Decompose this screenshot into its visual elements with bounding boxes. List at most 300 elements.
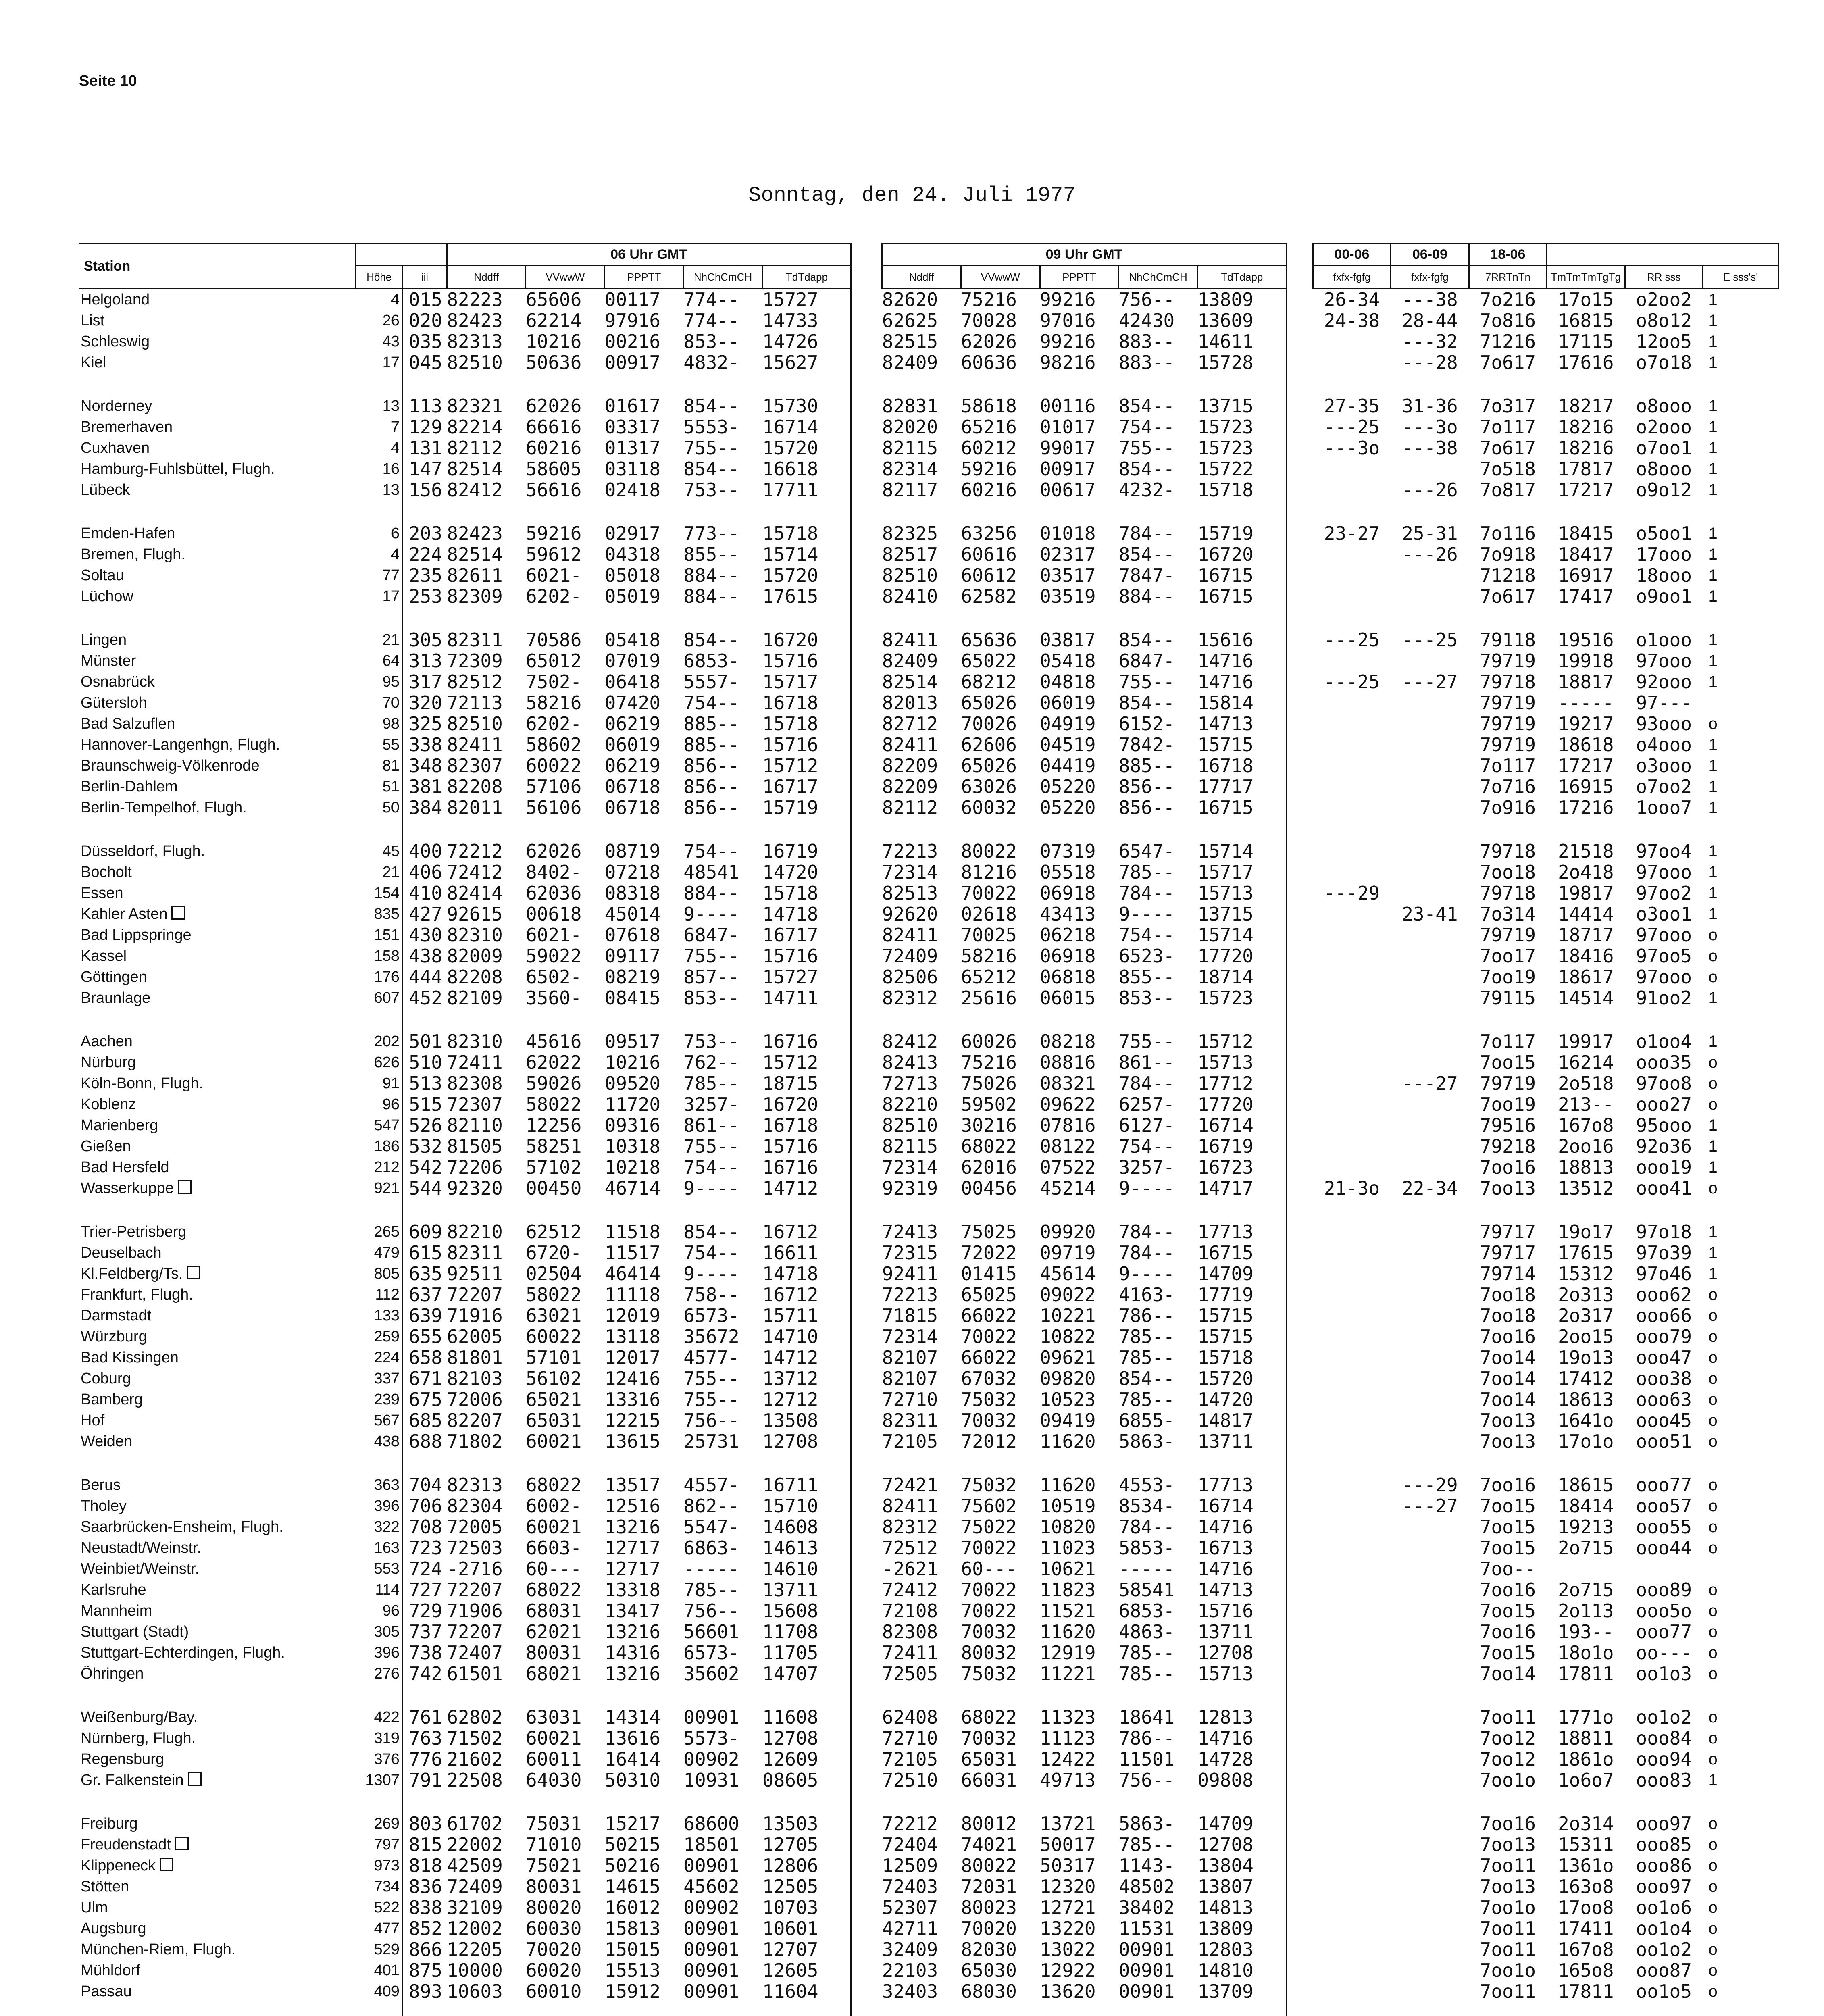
cell-h: 43413: [1040, 904, 1096, 925]
cell-hoehe: 163: [356, 1537, 403, 1558]
cell-d: 856--: [683, 776, 739, 797]
station-name: [79, 1305, 356, 1326]
cell-f: 42711: [882, 1918, 938, 1939]
cell-g: 70022: [961, 1326, 1017, 1347]
cell-b: 6603-: [525, 1537, 582, 1558]
cell-e: 15718: [762, 713, 851, 734]
cell-n: 2o715: [1558, 1579, 1614, 1600]
cell-p: 1: [1708, 1244, 1718, 1262]
cell-b: 62026: [525, 396, 582, 417]
cell-m: 7o117: [1480, 1031, 1536, 1052]
cell-h: 09419: [1040, 1410, 1096, 1431]
cell-e: 16716: [762, 1157, 851, 1178]
cell-b: 6002-: [525, 1495, 582, 1516]
cell-o: ooo41: [1636, 1178, 1692, 1199]
cell-p: 1: [1708, 312, 1718, 329]
cell-a: 71906: [447, 1600, 503, 1621]
cell-j: 15718: [1197, 1347, 1286, 1368]
cell-hoehe: 477: [356, 1918, 403, 1939]
cell-hoehe: 17: [356, 352, 403, 373]
cell-h: 10519: [1040, 1495, 1096, 1516]
cell-i: 754--: [1118, 1136, 1175, 1157]
cell-c: 06718: [604, 776, 661, 797]
cell-d: 00901: [683, 1918, 739, 1939]
cell-a: 82414: [447, 883, 503, 904]
cell-o: 97---: [1636, 692, 1692, 713]
cell-h: 09719: [1040, 1242, 1096, 1263]
cell-a: 22508: [447, 1770, 503, 1791]
cell-g: 65212: [961, 966, 1017, 987]
cell-n: 18613: [1558, 1389, 1614, 1410]
cell-l: [1391, 650, 1469, 671]
cell-l: ---27: [1402, 1073, 1458, 1094]
cell-hoehe: 64: [356, 650, 403, 671]
cell-a: 61501: [447, 1663, 503, 1684]
cell-e: 15720: [762, 437, 851, 458]
cell-n: 1771o: [1558, 1707, 1614, 1728]
cell-i: 856--: [1118, 797, 1175, 818]
cell-d: 758--: [683, 1284, 739, 1305]
cell-k: [1313, 1136, 1391, 1157]
cell-p: o: [1708, 1750, 1718, 1768]
cell-g: 80012: [961, 1813, 1017, 1834]
cell-l: ---38: [1402, 289, 1458, 310]
station-name: [79, 1495, 356, 1516]
cell-hoehe: 276: [356, 1663, 403, 1684]
cell-m: 7oo11: [1480, 1918, 1536, 1939]
cell-c: 16414: [604, 1749, 661, 1770]
cell-h: 07319: [1040, 841, 1096, 862]
cell-h: 50317: [1040, 1855, 1096, 1876]
cell-n: 2oo16: [1558, 1136, 1614, 1157]
cell-f: 62408: [882, 1707, 938, 1728]
cell-iii: 427: [408, 904, 442, 925]
cell-c: 11118: [604, 1284, 661, 1305]
station-name: [79, 1621, 356, 1642]
cell-g: 66031: [961, 1770, 1017, 1791]
cell-h: 11123: [1040, 1728, 1096, 1749]
table-row: [79, 396, 1778, 417]
cell-c: 50216: [604, 1855, 661, 1876]
cell-e: 15718: [762, 523, 851, 544]
cell-k: ---3o: [1324, 437, 1380, 458]
table-row: [79, 1621, 1778, 1642]
cell-iii: 045: [408, 352, 442, 373]
cell-c: 06019: [604, 734, 661, 755]
cell-m: 7oo16: [1480, 1475, 1536, 1495]
cell-iii: 320: [408, 692, 442, 713]
ppptt-06-header: PPPTT: [605, 266, 684, 289]
cell-i: 6847-: [1118, 650, 1175, 671]
cell-n: 17216: [1558, 797, 1614, 818]
cell-f: 52307: [882, 1897, 938, 1918]
station-label: Helgoland: [81, 291, 150, 308]
cell-h: 10221: [1040, 1305, 1096, 1326]
cell-c: 08719: [604, 841, 661, 862]
cell-c: 08415: [604, 987, 661, 1008]
cell-a: 10000: [447, 1960, 503, 1981]
cell-f: 72212: [882, 1813, 938, 1834]
cell-j: 16715: [1197, 1242, 1286, 1263]
cell-o: o9oo1: [1636, 586, 1692, 607]
cell-h: 11023: [1040, 1537, 1096, 1558]
cell-b: 63021: [525, 1305, 582, 1326]
cell-d: 68600: [683, 1813, 739, 1834]
cell-d: 6847-: [683, 925, 739, 946]
cell-a: 82214: [447, 417, 503, 437]
cell-n: 19817: [1558, 883, 1614, 904]
cell-n: 17217: [1558, 479, 1614, 500]
cell-a: 82304: [447, 1495, 503, 1516]
cell-c: 06219: [604, 713, 661, 734]
cell-d: 856--: [683, 755, 739, 776]
cell-b: 63031: [525, 1707, 582, 1728]
cell-c: 12516: [604, 1495, 661, 1516]
cell-h: 12922: [1040, 1960, 1096, 1981]
cell-g: 70022: [961, 1579, 1017, 1600]
cell-a: 42509: [447, 1855, 503, 1876]
cell-p: [1703, 1558, 1778, 1579]
table-header: [79, 244, 1778, 289]
cell-o: [1625, 1558, 1703, 1579]
station-label: Karlsruhe: [81, 1581, 146, 1598]
table-row: [79, 1579, 1778, 1600]
cell-o: ooo51: [1636, 1431, 1692, 1452]
station-label: Münster: [81, 652, 136, 669]
station-label: Mannheim: [81, 1602, 152, 1619]
cell-iii: 532: [408, 1136, 442, 1157]
station-name: [79, 797, 356, 818]
table-row: [79, 417, 1778, 437]
cell-d: 854--: [683, 629, 739, 650]
cell-hoehe: 396: [356, 1495, 403, 1516]
cell-i: 1143-: [1118, 1855, 1175, 1876]
cell-k: [1313, 734, 1391, 755]
station-label: Aachen: [81, 1033, 133, 1050]
cell-n: 1641o: [1558, 1410, 1614, 1431]
cell-hoehe: 396: [356, 1642, 403, 1663]
station-label: Bad Hersfeld: [81, 1159, 169, 1176]
cell-b: 60021: [525, 1431, 582, 1452]
cell-iii: 020: [408, 310, 442, 331]
cell-m: 7oo16: [1480, 1157, 1536, 1178]
cell-o: o4ooo: [1636, 734, 1692, 755]
station-label: Klippeneck: [81, 1857, 156, 1874]
cell-m: 7o716: [1480, 776, 1536, 797]
cell-p: o: [1708, 1286, 1718, 1304]
cell-d: 753--: [683, 479, 739, 500]
cell-p: o: [1708, 1941, 1718, 1958]
cell-iii: 791: [408, 1770, 442, 1791]
cell-h: 05220: [1040, 776, 1096, 797]
cell-g: 66022: [961, 1347, 1017, 1368]
precip-tmin-header: 7RRTnTn: [1469, 266, 1547, 289]
cell-iii: 838: [408, 1897, 442, 1918]
station-name: [79, 1834, 356, 1855]
group-spacer: [79, 818, 1778, 841]
cell-i: 784--: [1118, 1242, 1175, 1263]
cell-i: 11501: [1118, 1749, 1175, 1770]
cell-hoehe: 4: [356, 289, 403, 310]
cell-h: 11620: [1040, 1431, 1096, 1452]
station-label: Osnabrück: [81, 673, 155, 690]
cell-k: [1313, 565, 1391, 586]
cell-n: 19o13: [1558, 1347, 1614, 1368]
table-row: [79, 1897, 1778, 1918]
cell-f: 82510: [882, 565, 938, 586]
cell-d: 756--: [683, 1600, 739, 1621]
cell-a: 82510: [447, 713, 503, 734]
cell-a: 82110: [447, 1115, 503, 1136]
cell-iii: 708: [408, 1516, 442, 1537]
cell-m: 79717: [1480, 1242, 1536, 1263]
cell-a: 92511: [447, 1263, 503, 1284]
cell-i: 854--: [1118, 396, 1175, 417]
cell-i: 4163-: [1118, 1284, 1175, 1305]
cell-m: 7o617: [1480, 352, 1536, 373]
cell-d: 856--: [683, 797, 739, 818]
cell-i: 7847-: [1118, 565, 1175, 586]
cell-hoehe: 529: [356, 1939, 403, 1960]
cell-m: 7oo14: [1480, 1389, 1536, 1410]
cell-g: 65030: [961, 1960, 1017, 1981]
cell-c: 12717: [604, 1558, 661, 1579]
cell-c: 07618: [604, 925, 661, 946]
cell-b: 68022: [525, 1475, 582, 1495]
cell-c: 13118: [604, 1326, 661, 1347]
cell-j: 13804: [1197, 1855, 1286, 1876]
cell-e: 15710: [762, 1495, 851, 1516]
cell-f: 22103: [882, 1960, 938, 1981]
station-name: [79, 629, 356, 650]
cell-i: 18641: [1118, 1707, 1175, 1728]
cell-l: [1391, 1221, 1469, 1242]
cell-f: 72314: [882, 862, 938, 883]
cell-a: 82208: [447, 776, 503, 797]
cell-b: 60010: [525, 1981, 582, 2002]
cell-p: 1: [1708, 884, 1718, 902]
cell-iii: 635: [408, 1263, 442, 1284]
station-label: Weißenburg/Bay.: [81, 1709, 198, 1726]
cell-a: 72212: [447, 841, 503, 862]
cell-m: 79718: [1480, 841, 1536, 862]
cell-i: 785--: [1118, 1834, 1175, 1855]
cell-m: 7oo1o: [1480, 1897, 1536, 1918]
cell-b: 65012: [525, 650, 582, 671]
cell-g: 70022: [961, 1600, 1017, 1621]
station-name: [79, 310, 356, 331]
square-icon: [160, 1858, 173, 1871]
cell-n: 16917: [1558, 565, 1614, 586]
cell-c: 15015: [604, 1939, 661, 1960]
cell-n: 18417: [1558, 544, 1614, 565]
cell-p: 1: [1708, 1116, 1718, 1134]
station-name: [79, 1642, 356, 1663]
ppptt-09-header: PPPTT: [1040, 266, 1119, 289]
cell-j: 14810: [1197, 1960, 1286, 1981]
clouds-06-header: NhChCmCH: [683, 266, 762, 289]
cell-l: [1391, 1389, 1469, 1410]
cell-p: o: [1708, 1729, 1718, 1747]
station-name: [79, 417, 356, 437]
cell-g: 70032: [961, 1728, 1017, 1749]
cell-l: ---25: [1402, 629, 1458, 650]
cell-k: [1313, 925, 1391, 946]
cell-c: 01317: [604, 437, 661, 458]
table-row: [79, 1663, 1778, 1684]
table-row: [79, 1305, 1778, 1326]
table-row: [79, 713, 1778, 734]
station-label: Würzburg: [81, 1328, 147, 1345]
cell-a: 82307: [447, 755, 503, 776]
cell-hoehe: 13: [356, 479, 403, 500]
cell-j: 15714: [1197, 841, 1286, 862]
cell-e: 16711: [762, 1475, 851, 1495]
cell-l: [1391, 1579, 1469, 1600]
cell-i: 00901: [1118, 1939, 1175, 1960]
table-row: [79, 841, 1778, 862]
cell-a: 82512: [447, 671, 503, 692]
cell-k: [1313, 1389, 1391, 1410]
cell-o: ooo57: [1636, 1495, 1692, 1516]
cell-iii: 637: [408, 1284, 442, 1305]
cell-iii: 313: [408, 650, 442, 671]
cell-k: [1313, 1707, 1391, 1728]
cell-h: 11221: [1040, 1663, 1096, 1684]
cell-i: 6547-: [1118, 841, 1175, 862]
cell-j: 13709: [1197, 1981, 1286, 2002]
cell-e: 16720: [762, 1094, 851, 1115]
cell-f: 72421: [882, 1475, 938, 1495]
cell-a: 82311: [447, 629, 503, 650]
cell-j: 14713: [1197, 713, 1286, 734]
cell-e: 14608: [762, 1516, 851, 1537]
cell-o: 97ooo: [1636, 925, 1692, 946]
cell-j: 15712: [1197, 1031, 1286, 1052]
cell-d: 6863-: [683, 1537, 739, 1558]
cell-a: 81801: [447, 1347, 503, 1368]
cell-k: [1313, 1031, 1391, 1052]
cell-l: [1391, 1642, 1469, 1663]
cell-g: 62606: [961, 734, 1017, 755]
cell-b: 00618: [525, 904, 582, 925]
cell-iii: 156: [408, 479, 442, 500]
cell-h: 00617: [1040, 479, 1096, 500]
cell-f: 82409: [882, 650, 938, 671]
cell-k: [1313, 797, 1391, 818]
cell-o: o1oo4: [1636, 1031, 1692, 1052]
station-label: Ulm: [81, 1899, 108, 1916]
cell-j: 16720: [1197, 544, 1286, 565]
cell-l: [1391, 1813, 1469, 1834]
cell-b: 68031: [525, 1600, 582, 1621]
cell-iii: 348: [408, 755, 442, 776]
cell-a: 32109: [447, 1897, 503, 1918]
cell-hoehe: 43: [356, 331, 403, 352]
cell-o: ooo63: [1636, 1389, 1692, 1410]
cell-j: 14716: [1197, 650, 1286, 671]
cell-p: [1703, 692, 1778, 713]
station-name: [79, 883, 356, 904]
cell-m: 7oo16: [1480, 1326, 1536, 1347]
cell-f: 82312: [882, 1516, 938, 1537]
cell-e: 11708: [762, 1621, 851, 1642]
cell-j: 15719: [1197, 523, 1286, 544]
cell-d: 754--: [683, 692, 739, 713]
cell-b: 80020: [525, 1897, 582, 1918]
cell-k: [1313, 755, 1391, 776]
cell-i: 784--: [1118, 523, 1175, 544]
cell-d: 861--: [683, 1115, 739, 1136]
cell-a: 12002: [447, 1918, 503, 1939]
cell-l: ---3o: [1402, 417, 1458, 437]
cell-f: 72213: [882, 1284, 938, 1305]
cell-m: 7o518: [1480, 458, 1536, 479]
period-00-06-header: 00-06: [1313, 244, 1391, 266]
cell-e: 15717: [762, 671, 851, 692]
cell-h: 45214: [1040, 1178, 1096, 1199]
cell-hoehe: 973: [356, 1855, 403, 1876]
station-name: [79, 586, 356, 607]
cell-l: [1391, 1157, 1469, 1178]
cell-h: 09621: [1040, 1347, 1096, 1368]
station-name: [79, 1558, 356, 1579]
station-label: Berus: [81, 1477, 121, 1493]
cell-b: 65021: [525, 1389, 582, 1410]
cell-l: [1391, 1326, 1469, 1347]
cell-f: 82112: [882, 797, 938, 818]
table-row: [79, 1918, 1778, 1939]
cell-p: o: [1708, 1391, 1718, 1408]
cell-m: 7oo13: [1480, 1431, 1536, 1452]
cell-a: 82311: [447, 1242, 503, 1263]
station-label: Stuttgart (Stadt): [81, 1623, 189, 1640]
cell-c: 01617: [604, 396, 661, 417]
cell-c: 14316: [604, 1642, 661, 1663]
cell-o: o7o18: [1636, 352, 1692, 373]
cell-h: 45614: [1040, 1263, 1096, 1284]
cell-b: 65031: [525, 1410, 582, 1431]
cell-h: 08218: [1040, 1031, 1096, 1052]
cell-c: 13216: [604, 1621, 661, 1642]
cell-l: ---26: [1402, 544, 1458, 565]
cell-k: ---25: [1324, 629, 1380, 650]
station-name: [79, 1031, 356, 1052]
cell-p: o: [1708, 1433, 1718, 1450]
cell-iii: 761: [408, 1707, 442, 1728]
cell-n: 2oo15: [1558, 1326, 1614, 1347]
cell-c: 04318: [604, 544, 661, 565]
cell-p: o: [1708, 1644, 1718, 1662]
cell-c: 00917: [604, 352, 661, 373]
cell-f: 32403: [882, 1981, 938, 2002]
table-row: [79, 565, 1778, 586]
cell-hoehe: 567: [356, 1410, 403, 1431]
cell-l: [1391, 1621, 1469, 1642]
cell-e: 14720: [762, 862, 851, 883]
cell-o: 93ooo: [1636, 713, 1692, 734]
cell-g: 68022: [961, 1136, 1017, 1157]
cell-n: 2o418: [1558, 862, 1614, 883]
cell-o: 18ooo: [1636, 565, 1692, 586]
station-name: [79, 1770, 356, 1791]
cell-hoehe: 805: [356, 1263, 403, 1284]
cell-o: o1ooo: [1636, 629, 1692, 650]
cell-b: 58605: [525, 458, 582, 479]
station-name: [79, 479, 356, 500]
cell-p: o: [1708, 1836, 1718, 1854]
station-name: [79, 1939, 356, 1960]
